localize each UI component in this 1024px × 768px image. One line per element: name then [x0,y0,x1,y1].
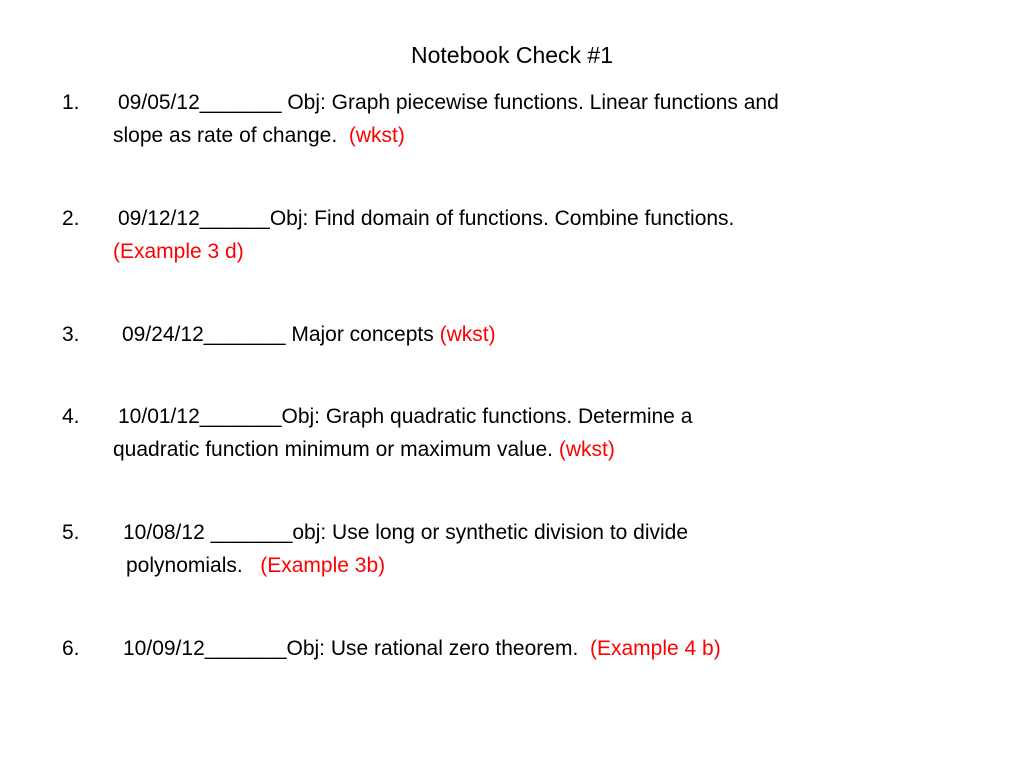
item-text-line2 [113,433,615,466]
item-note: (wkst) [348,124,405,147]
item-text-line1 [122,318,496,351]
item-number: 4. [62,405,80,428]
item-number: 1. [62,91,80,114]
item-text-line2 [113,119,405,152]
item-note: (wkst) [439,323,496,346]
item-text: slope as rate of change. [113,124,338,147]
item-text: 10/09/12_______Obj: Use rational zero theorem. [123,637,579,660]
item-note: (wkst) [558,438,615,461]
item-note: (Example 3b) [260,554,386,577]
item-text-line1: 09/12/12______Obj: Find domain of functions. Combine functions. [118,207,735,230]
item-text-line2 [126,549,385,582]
item-text-line1: 09/05/12_______ Obj: Graph piecewise functions. Linear functions and [118,91,779,114]
item-number: 3. [62,323,80,346]
item-text: 09/24/12_______ Major concepts [122,323,434,346]
item-text-line1: 10/08/12 _______obj: Use long or synthetic division to divide [123,521,689,544]
item-text: polynomials. [126,554,243,577]
item-number: 5. [62,521,80,544]
item-number: 2. [62,207,80,230]
item-text-line1: 10/01/12_______Obj: Graph quadratic functions. Determine a [118,405,693,428]
slide-title: Notebook Check #1 [410,42,613,68]
item-text: quadratic function minimum or maximum value. [113,438,553,461]
item-text-line1 [123,632,721,665]
item-note: (Example 3 d) [113,240,244,263]
item-number: 6. [62,637,80,660]
item-note: (Example 4 b) [589,637,721,660]
